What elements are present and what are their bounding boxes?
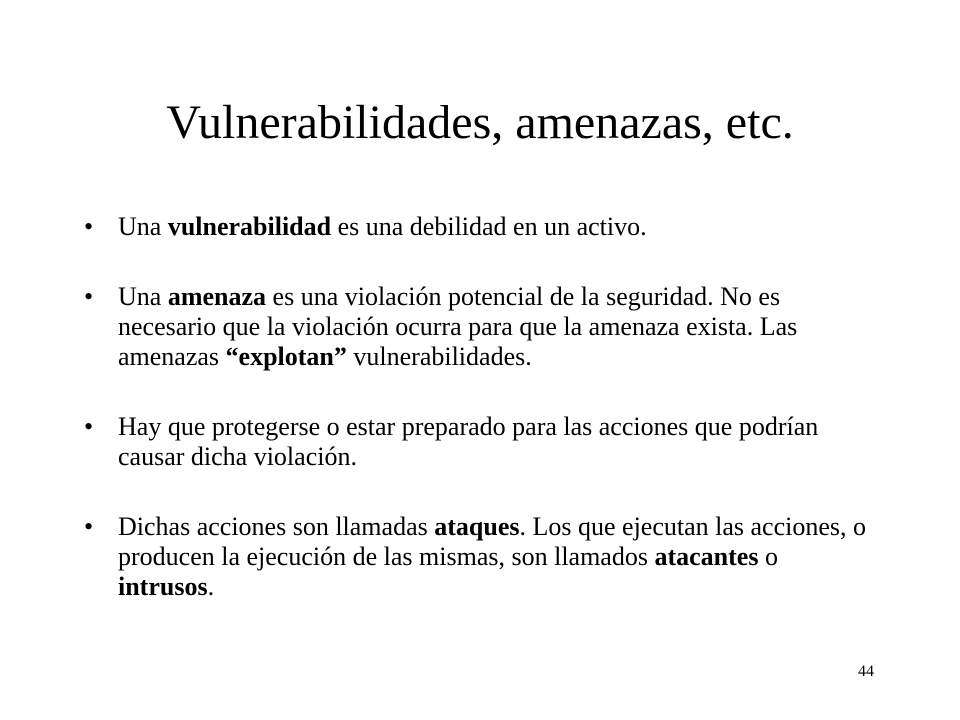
bullet-marker: • bbox=[84, 212, 94, 241]
bullet-item-ataques bbox=[80, 512, 880, 602]
bullet-item-vulnerabilidad bbox=[80, 212, 880, 242]
text-run: . bbox=[207, 572, 215, 601]
text-run: Una bbox=[118, 282, 168, 311]
bullet-marker: • bbox=[84, 412, 94, 441]
text-run: Una bbox=[118, 212, 168, 241]
bullet-list bbox=[80, 212, 880, 642]
bullet-text bbox=[118, 212, 647, 241]
text-run: es una debilidad en un activo. bbox=[331, 212, 647, 241]
term-explotan: “explotan” bbox=[225, 342, 347, 371]
slide-title: Vulnerabilidades, amenazas, etc. bbox=[166, 96, 794, 149]
bullet-text bbox=[118, 512, 866, 601]
text-run: . Los que ejecutan las acciones, o producen la ejecución de las mismas, son llamados bbox=[118, 512, 867, 571]
term-atacantes: atacantes bbox=[654, 542, 759, 571]
term-amenaza: amenaza bbox=[167, 282, 267, 311]
bullet-marker: • bbox=[84, 282, 94, 311]
bullet-text bbox=[118, 412, 818, 471]
bullet-item-amenaza bbox=[80, 282, 880, 372]
term-vulnerabilidad: vulnerabilidad bbox=[167, 212, 332, 241]
bullet-item-proteccion bbox=[80, 412, 880, 472]
text-run: Dichas acciones son llamadas bbox=[118, 512, 435, 541]
page-number: 44 bbox=[858, 663, 874, 680]
text-run: vulnerabilidades. bbox=[346, 342, 532, 371]
bullet-marker: • bbox=[84, 512, 94, 541]
term-ataques: ataques bbox=[434, 512, 520, 541]
bullet-text bbox=[118, 282, 797, 371]
text-run: es una violación potencial de la seguridad. No es necesario que la violación ocurra para que la amenaza exista. Las amenazas bbox=[118, 282, 798, 371]
term-intrusos: intrusos bbox=[118, 572, 208, 601]
text-run: Hay que protegerse o estar preparado para las acciones que podrían causar dicha violación. bbox=[118, 412, 819, 471]
text-run: o bbox=[758, 542, 778, 571]
